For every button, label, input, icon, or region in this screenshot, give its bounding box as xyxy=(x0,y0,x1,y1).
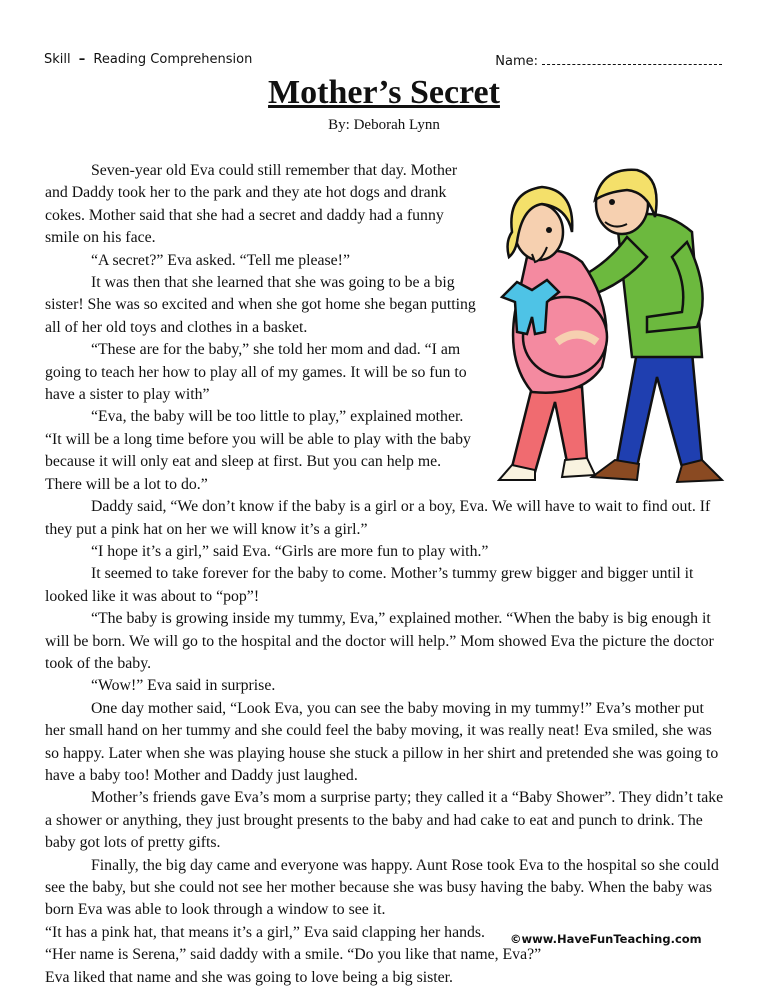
story-paragraph: “The baby is growing inside my tummy, Eva,” explained mother. “When the baby is big enough it will be born. We will go to the hospital and the doctor will help.” Mom showed Eva the picture the doctor took of the baby. xyxy=(45,610,714,672)
closing-line: “It has a pink hat, that means it’s a girl,” Eva said clapping her hands. xyxy=(45,923,485,941)
story-paragraph: “These are for the baby,” she told her mom and dad. “I am going to teach her how to play all of my games. It will be so fun to have a sister to play with” xyxy=(45,341,467,404)
story-body xyxy=(45,160,725,989)
story-paragraph: It was then that she learned that she was going to be a big sister! She was so excited and when she got home she began putting all of her old toys and clothes in a basket. xyxy=(45,274,476,336)
story-paragraph: Daddy said, “We don’t know if the baby is a girl or a boy, Eva. We will have to wait to find out. If they put a pink hat on her we will know it’s a girl.” xyxy=(45,498,711,538)
story-paragraph: Finally, the big day came and everyone was happy. Aunt Rose took Eva to the hospital so she could see the baby, but she could not see her mother because she was busy having the baby. When the baby was born Eva was able to look through a window to see it. xyxy=(45,856,719,919)
name-label: Name: xyxy=(495,54,538,69)
name-line xyxy=(495,52,722,69)
name-blank-field[interactable] xyxy=(542,52,722,65)
story-paragraph: “I hope it’s a girl,” said Eva. “Girls are more fun to play with.” xyxy=(91,542,489,560)
closing-line: “Her name is Serena,” said daddy with a smile. “Do you like that name, Eva?” xyxy=(45,946,542,964)
story-paragraph: It seemed to take forever for the baby to come. Mother’s tummy grew bigger and bigger until it looked like it was about to “pop”! xyxy=(45,565,694,605)
skill-dash: – xyxy=(78,52,86,67)
story-paragraph: Seven-year old Eva could still remember that day. Mother and Daddy took her to the park and they ate hot dogs and drank cokes. Mother said that she had a secret and daddy had a funny smile on his face. xyxy=(45,162,458,247)
closing-line: Eva liked that name and she was going to love being a big sister. xyxy=(45,968,453,986)
story-byline: By: Deborah Lynn xyxy=(328,117,440,133)
skill-label: Skill xyxy=(44,52,71,67)
story-title: Mother’s Secret xyxy=(268,74,500,111)
skill-value: Reading Comprehension xyxy=(93,52,253,67)
story-paragraph: “Eva, the baby will be too little to play,” explained mother. “It will be a long time before you will be able to play with the baby because it will only eat and sleep at first. But you can help me. There will be a lot to do.” xyxy=(45,408,471,493)
skill-line xyxy=(44,52,256,69)
pregnant-mother-and-father-icon xyxy=(487,162,737,487)
story-paragraph: “A secret?” Eva asked. “Tell me please!” xyxy=(91,251,350,269)
worksheet-header xyxy=(44,52,722,69)
story-paragraph: Mother’s friends gave Eva’s mom a surprise party; they called it a “Baby Shower”. They didn’t take a shower or anything, they just brought presents to the baby and had cake to eat and punch to drink. The baby got lots of pretty gifts. xyxy=(45,789,724,852)
copyright-footer: ©www.HaveFunTeaching.com xyxy=(510,932,702,946)
story-paragraph: One day mother said, “Look Eva, you can see the baby moving in my tummy!” Eva’s mother put her small hand on her tummy and she could feel the baby moving, it was really neat! Eva smiled, she was so happy. Later when she was playing house she stuck a pillow in her shirt and pretended she was going to have a baby too! Mother and Daddy just laughed. xyxy=(45,699,719,784)
story-paragraph: “Wow!” Eva said in surprise. xyxy=(91,677,276,695)
